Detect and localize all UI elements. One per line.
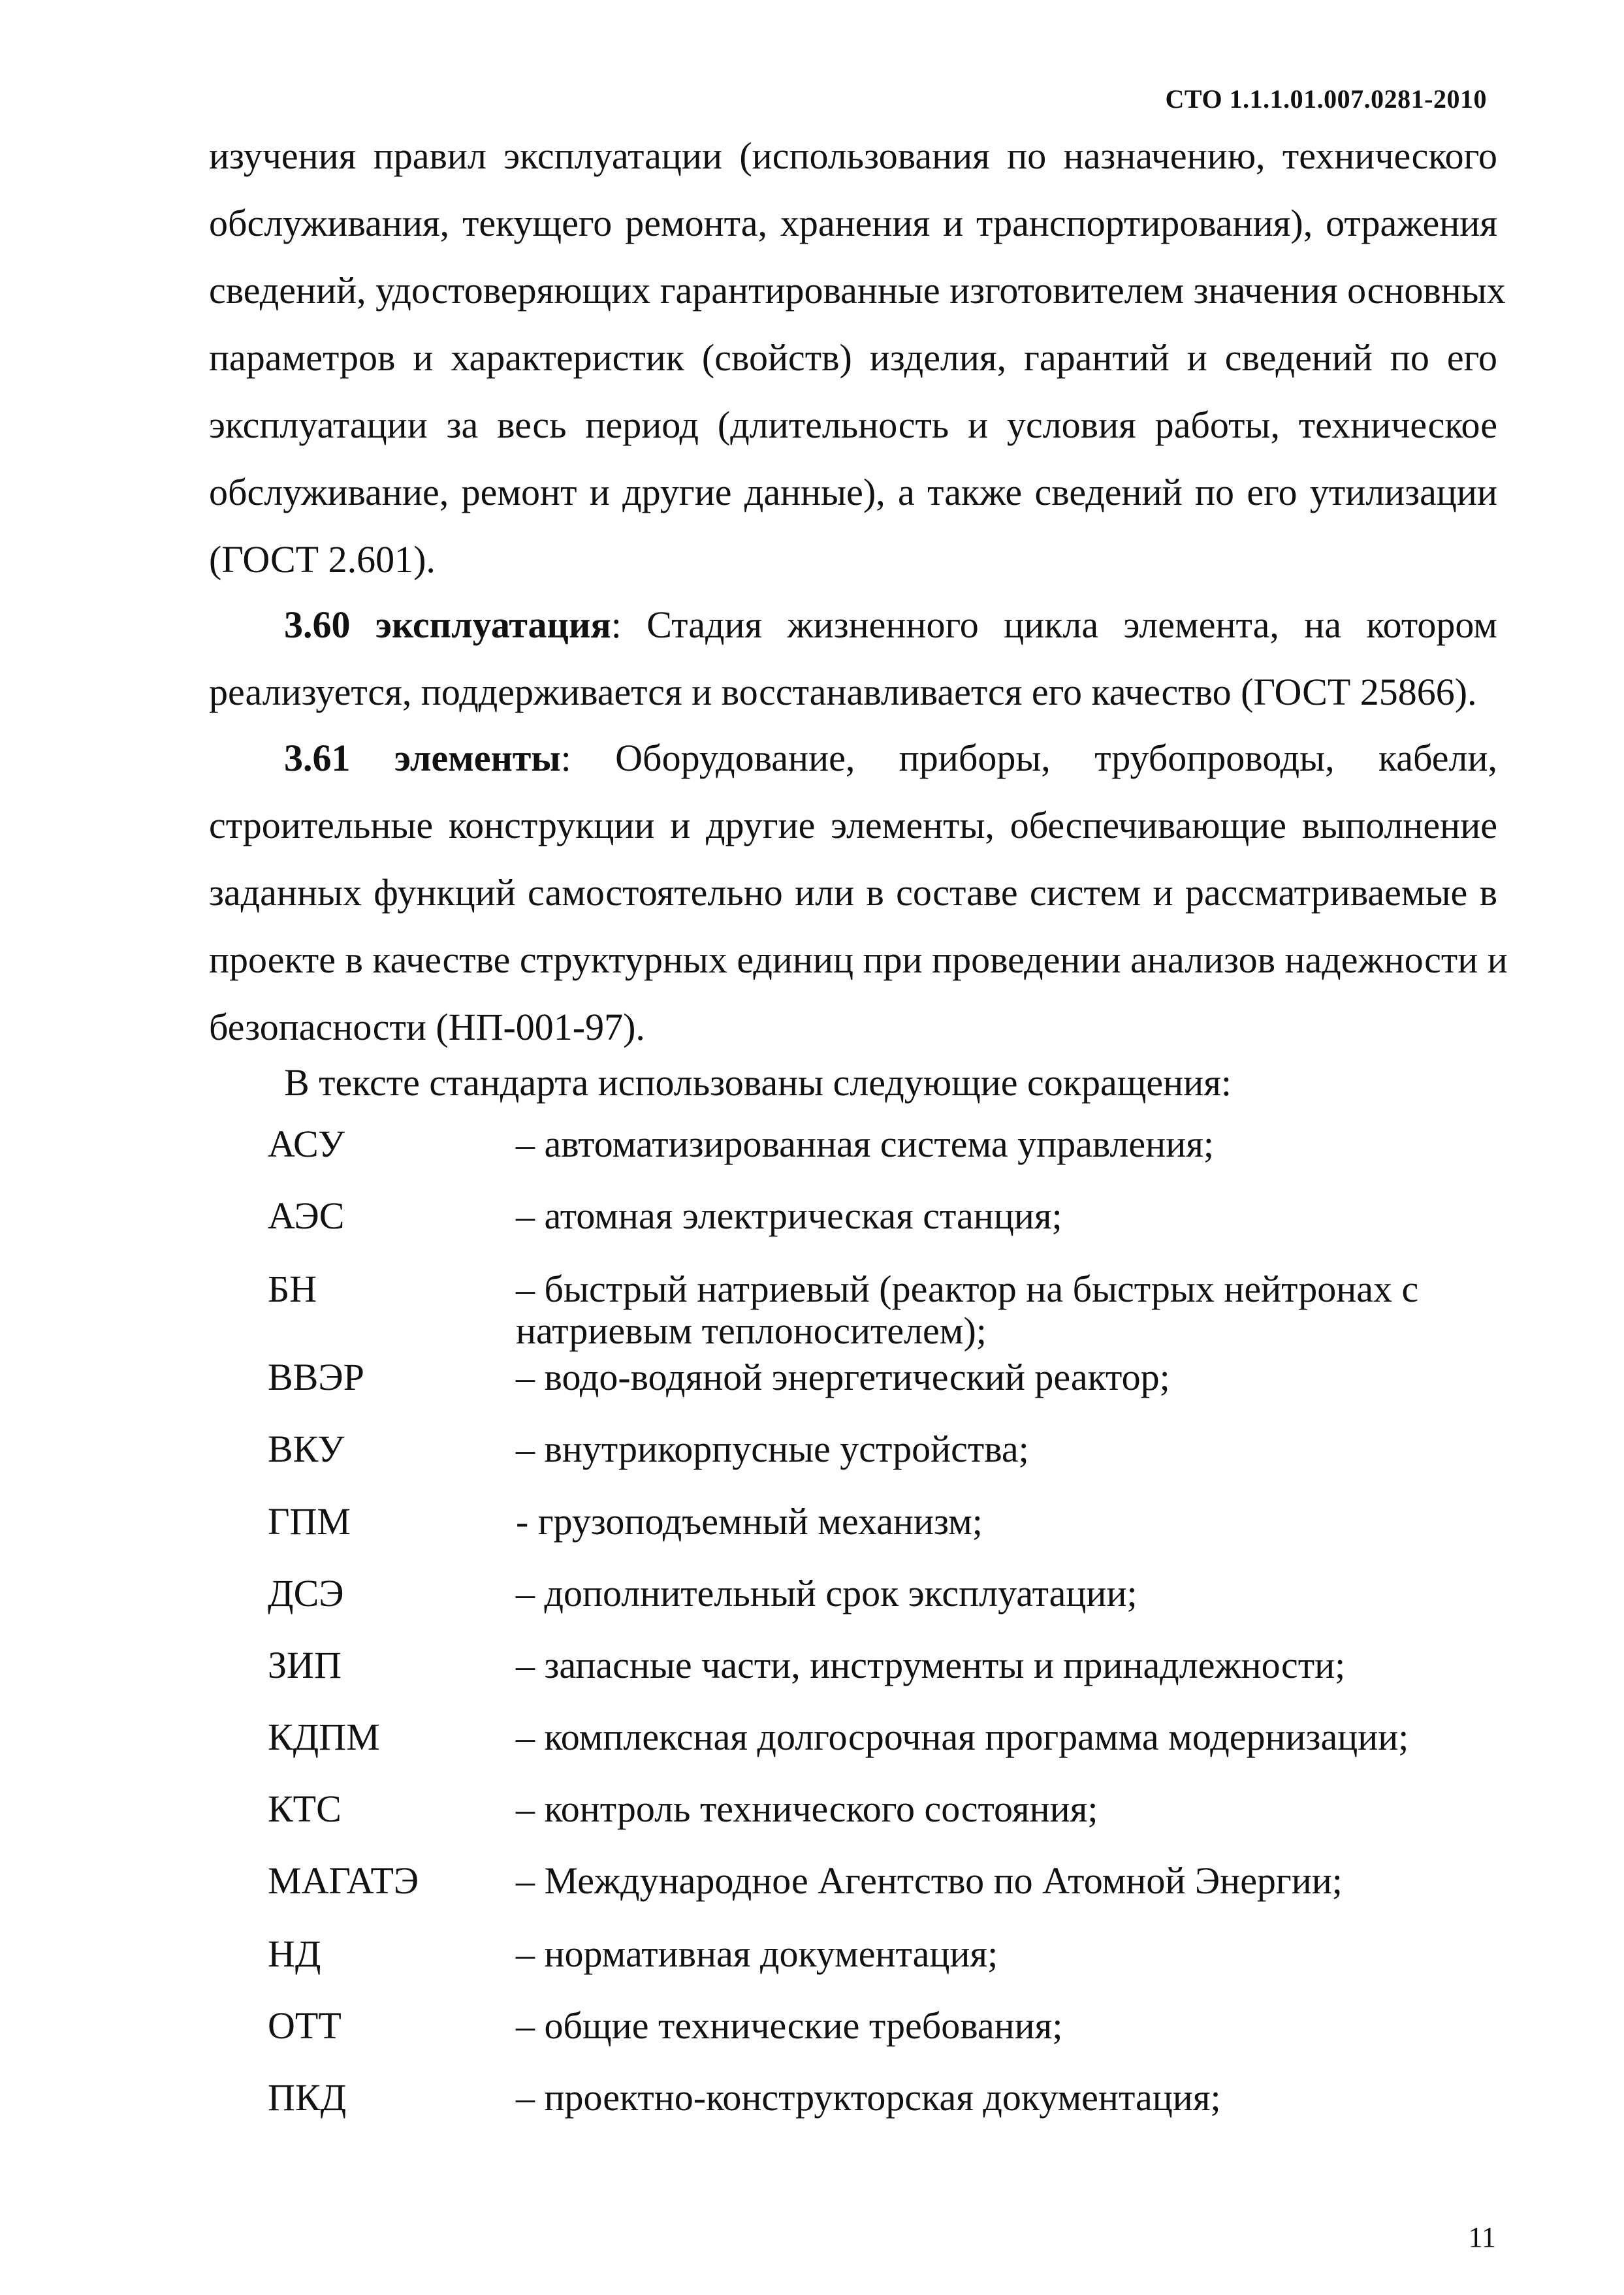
paragraph-line: обслуживание, ремонт и другие данные), а также сведений по его утилизации [209,471,1497,513]
abbreviation-definition: – проектно-конструкторская документация; [516,2076,1221,2119]
definition-number: 3.61 [284,737,351,779]
definition-3-60 [209,591,1497,726]
abbreviations-intro: В тексте стандарта использованы следующие сокращения: [284,1061,1232,1104]
definition-3-61 [209,724,1508,1061]
abbreviation-definition: – дополнительный срок эксплуатации; [516,1572,1138,1614]
paragraph-line: обслуживания, текущего ремонта, хранения и транспортирования), отражения [209,202,1497,244]
abbreviation-definition: – водо-водяной энергетический реактор; [516,1356,1170,1398]
abbreviation-definition-line: натриевым теплоносителем); [516,1309,987,1352]
abbreviation-code: ГПМ [268,1500,351,1543]
abbreviation-definition: – автоматизированная система управления; [516,1123,1215,1165]
abbreviation-code: ОТТ [268,2004,342,2047]
continued-paragraph [209,122,1506,593]
abbreviation-code: ПКД [268,2076,347,2119]
abbreviation-definition: – внутрикорпусные устройства; [516,1428,1029,1470]
abbreviation-definition [516,1268,1508,1352]
definition-first-line [209,724,1497,792]
definition-line: безопасности (НП-001-97). [209,1006,645,1048]
definition-number: 3.60 [284,603,351,646]
definition-text: : Оборудование, приборы, трубопроводы, кабели, [560,737,1497,779]
paragraph-line: сведений, удостоверяющих гарантированные изготовителем значения основных [209,269,1506,312]
abbreviation-definition: – общие технические требования; [516,2004,1063,2047]
abbreviation-definition: – атомная электрическая станция; [516,1195,1062,1237]
definition-text: : Стадия жизненного цикла элемента, на котором [611,603,1497,646]
abbreviation-definition: – контроль технического состояния; [516,1788,1098,1830]
abbreviation-code: АСУ [268,1123,345,1165]
paragraph-line: (ГОСТ 2.601). [209,538,436,581]
definition-term: элементы [394,737,561,779]
abbreviation-code: КТС [268,1788,342,1830]
paragraph-line: эксплуатации за весь период (длительность и условия работы, техническое [209,404,1497,446]
abbreviation-definition-line: – быстрый натриевый (реактор на быстрых нейтронах с [516,1268,1419,1310]
abbreviation-definition: – Международное Агентство по Атомной Энергии; [516,1859,1343,1902]
abbreviation-code: БН [268,1268,317,1310]
abbreviation-definition: – запасные части, инструменты и принадлежности; [516,1644,1346,1686]
abbreviation-code: МАГАТЭ [268,1859,419,1902]
abbreviation-code: КДПМ [268,1716,380,1758]
abbreviation-definition: – нормативная документация; [516,1933,998,1975]
definition-line: проекте в качестве структурных единиц при проведении анализов надежности и [209,939,1508,981]
abbreviation-definition: - грузоподъемный механизм; [516,1500,983,1543]
page-number: 11 [1468,2221,1496,2253]
abbreviation-code: НД [268,1933,321,1975]
paragraph-line: изучения правил эксплуатации (использования по назначению, технического [209,135,1497,177]
definition-first-line [209,591,1497,658]
document-code-header: СТО 1.1.1.01.007.0281-2010 [1165,84,1487,114]
abbreviation-code: ДСЭ [268,1572,344,1614]
definition-term: эксплуатация [375,603,611,646]
paragraph-line: параметров и характеристик (свойств) изделия, гарантий и сведений по его [209,336,1497,379]
definition-line: строительные конструкции и другие элементы, обеспечивающие выполнение [209,804,1497,846]
abbreviation-definition: – комплексная долгосрочная программа модернизации; [516,1716,1409,1758]
abbreviation-code: ВКУ [268,1428,345,1470]
abbreviation-code: ЗИП [268,1644,342,1686]
abbreviation-code: ВВЭР [268,1356,364,1398]
abbreviation-code: АЭС [268,1195,345,1237]
definition-line: заданных функций самостоятельно или в составе систем и рассматриваемые в [209,871,1497,914]
definition-line: реализуется, поддерживается и восстанавливается его качество (ГОСТ 25866). [209,671,1477,713]
